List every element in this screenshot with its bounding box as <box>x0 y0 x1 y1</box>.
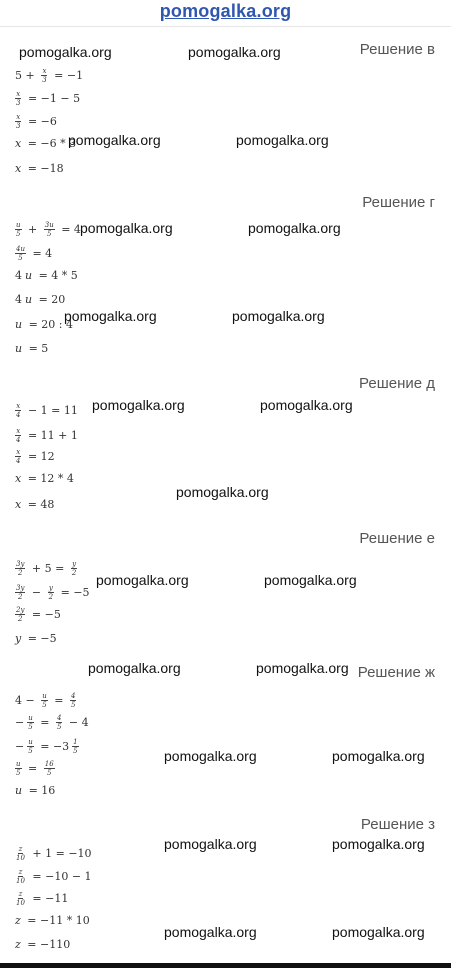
fraction <box>71 560 77 577</box>
equation-line <box>15 472 74 485</box>
expression-text: − <box>15 716 25 729</box>
watermark-text: pomogalka.org <box>260 397 353 413</box>
section-title: Решение г <box>362 194 435 211</box>
expression-text: = 16 <box>25 784 56 797</box>
equation-line <box>15 738 79 755</box>
fraction <box>15 760 22 777</box>
fraction <box>15 868 26 885</box>
expression-text: = 4 <box>28 247 53 260</box>
section-title: Решение з <box>360 816 435 833</box>
denominator: 5 <box>70 701 76 709</box>
equation-line <box>15 938 70 951</box>
expression-text: − <box>28 586 45 599</box>
watermark-text: pomogalka.org <box>264 572 357 588</box>
denominator: 10 <box>16 854 25 862</box>
equation-line <box>15 137 76 150</box>
numerator: y <box>72 560 77 568</box>
equation-line <box>15 498 54 511</box>
expression-text: = −110 <box>23 938 71 951</box>
numerator: x <box>16 90 21 98</box>
section-title: Решение д <box>359 375 435 392</box>
variable: y <box>15 632 22 645</box>
expression-text: + 1 = −10 <box>28 847 92 860</box>
numerator: x <box>16 113 21 121</box>
watermark-text: pomogalka.org <box>248 220 341 236</box>
denominator: 2 <box>17 593 23 601</box>
numerator: u <box>16 760 21 768</box>
expression-text: = −1 − 5 <box>24 92 81 105</box>
denominator: 5 <box>46 769 52 777</box>
denominator: 10 <box>16 877 25 885</box>
denominator: 2 <box>17 569 23 577</box>
equation-line <box>15 845 92 862</box>
fraction <box>15 890 26 907</box>
equation-line <box>15 560 77 577</box>
variable: u <box>25 269 33 282</box>
denominator: 3 <box>16 99 21 107</box>
numerator: z <box>18 845 23 853</box>
equation-line <box>15 448 55 465</box>
numerator: x <box>16 427 21 435</box>
equation-line <box>15 606 61 623</box>
watermark-text: pomogalka.org <box>188 44 281 60</box>
expression-text: = 20 : 4 <box>25 318 73 331</box>
expression-text: = <box>50 694 67 707</box>
expression-text: 5 + <box>15 69 39 82</box>
expression-text: = −18 <box>24 162 64 175</box>
numerator: u <box>28 738 33 746</box>
watermark-text: pomogalka.org <box>232 308 325 324</box>
denominator: 5 <box>42 701 47 709</box>
expression-text: = 12 <box>24 450 55 463</box>
numerator: 4 <box>70 692 76 700</box>
site-header <box>0 0 451 27</box>
variable: u <box>15 318 23 331</box>
equation-line <box>15 714 89 731</box>
expression-text: = <box>24 762 41 775</box>
numerator: u <box>16 221 21 229</box>
equation-line <box>15 784 55 797</box>
expression-text: 4 <box>15 293 22 306</box>
expression-text: = 11 + 1 <box>24 429 78 442</box>
fraction <box>70 692 76 709</box>
variable: x <box>15 498 22 511</box>
fraction <box>27 714 34 731</box>
denominator: 2 <box>48 593 54 601</box>
expression-text: = −5 <box>24 632 57 645</box>
expression-text: = 4 <box>57 223 81 236</box>
watermark-text: pomogalka.org <box>332 748 425 764</box>
variable: z <box>15 938 21 951</box>
watermark-text: pomogalka.org <box>68 132 161 148</box>
equation-line <box>15 760 55 777</box>
denominator: 5 <box>56 723 62 731</box>
variable: x <box>15 137 22 150</box>
site-logo-link[interactable]: pomogalka.org <box>159 1 292 21</box>
equation-line <box>15 632 57 645</box>
section-title: Решение е <box>359 530 435 547</box>
expression-text: = 48 <box>24 498 55 511</box>
numerator: x <box>16 402 21 410</box>
numerator: 4 <box>56 714 62 722</box>
numerator: z <box>18 868 23 876</box>
fraction <box>44 221 55 238</box>
expression-text: = −3 <box>36 740 70 753</box>
equation-line <box>15 90 80 107</box>
numerator: u <box>42 692 47 700</box>
expression-text: = −6 <box>24 115 57 128</box>
watermark-text: pomogalka.org <box>88 660 181 676</box>
expression-text: − 1 = 11 <box>24 404 78 417</box>
watermark-text: pomogalka.org <box>164 836 257 852</box>
fraction <box>15 560 25 577</box>
expression-text: = 5 <box>25 342 49 355</box>
numerator: 2y <box>16 606 25 614</box>
variable: x <box>15 162 22 175</box>
expression-text: = 12 * 4 <box>24 472 74 485</box>
watermark-text: pomogalka.org <box>80 220 173 236</box>
equation-line <box>15 584 90 601</box>
equation-line <box>15 245 52 262</box>
equation-line <box>15 868 92 885</box>
section-title: Решение ж <box>357 664 435 681</box>
denominator: 3 <box>42 76 47 84</box>
fraction <box>27 738 34 755</box>
equation-line <box>15 113 57 130</box>
watermark-text: pomogalka.org <box>164 924 257 940</box>
expression-text: = −11 * 10 <box>23 914 90 927</box>
expression-text: = −10 − 1 <box>28 870 92 883</box>
numerator: x <box>16 448 21 456</box>
equation-line <box>15 162 64 175</box>
fraction <box>15 427 21 444</box>
denominator: 4 <box>16 411 21 419</box>
fraction <box>15 245 26 262</box>
fraction <box>15 402 21 419</box>
denominator: 5 <box>16 230 21 238</box>
fraction <box>48 584 54 601</box>
fraction <box>15 845 26 862</box>
expression-text: = <box>36 716 53 729</box>
numerator: 4u <box>16 245 25 253</box>
watermark-text: pomogalka.org <box>176 484 269 500</box>
denominator: 5 <box>73 747 78 755</box>
fraction <box>44 760 55 777</box>
watermark-text: pomogalka.org <box>64 308 157 324</box>
fraction <box>72 738 78 755</box>
watermark-text: pomogalka.org <box>19 44 112 60</box>
variable: z <box>15 914 21 927</box>
fraction <box>15 606 25 623</box>
equation-line <box>15 269 78 282</box>
equation-line <box>15 914 90 927</box>
expression-text: = −1 <box>50 69 84 82</box>
watermark-text: pomogalka.org <box>256 660 349 676</box>
numerator: u <box>28 714 33 722</box>
denominator: 4 <box>16 457 21 465</box>
section-title: Решение в <box>359 41 435 58</box>
bottom-bar <box>0 963 451 968</box>
expression-text: = −5 <box>28 608 61 621</box>
expression-text: = −6 * 3 <box>24 137 77 150</box>
fraction <box>15 90 21 107</box>
expression-text: 4 − <box>15 694 39 707</box>
numerator: x <box>42 67 47 75</box>
fraction <box>15 448 21 465</box>
expression-text: + 5 = <box>28 562 68 575</box>
watermark-text: pomogalka.org <box>92 397 185 413</box>
expression-text: + <box>24 223 41 236</box>
expression-text: = −5 <box>57 586 90 599</box>
equation-line <box>15 890 68 907</box>
numerator: y <box>48 584 53 592</box>
numerator: 16 <box>44 760 54 768</box>
variable: u <box>25 293 33 306</box>
variable: u <box>15 342 23 355</box>
watermark-text: pomogalka.org <box>96 572 189 588</box>
fraction <box>15 584 25 601</box>
expression-text: = −11 <box>28 892 69 905</box>
denominator: 10 <box>16 899 25 907</box>
expression-text: − <box>15 740 25 753</box>
expression-text: = 20 <box>35 293 66 306</box>
fraction <box>15 113 21 130</box>
equation-line <box>15 692 76 709</box>
denominator: 2 <box>71 569 77 577</box>
equation-line <box>15 402 78 419</box>
numerator: 1 <box>73 738 78 746</box>
fraction <box>56 714 62 731</box>
equation-line <box>15 67 83 84</box>
expression-text: − 4 <box>65 716 89 729</box>
numerator: 3y <box>16 584 25 592</box>
watermark-text: pomogalka.org <box>236 132 329 148</box>
variable: x <box>15 472 22 485</box>
denominator: 5 <box>28 723 33 731</box>
denominator: 3 <box>16 122 21 130</box>
equation-line <box>15 293 65 306</box>
expression-text: = 4 * 5 <box>35 269 78 282</box>
watermark-text: pomogalka.org <box>164 748 257 764</box>
fraction <box>41 67 47 84</box>
denominator: 2 <box>17 615 23 623</box>
denominator: 5 <box>16 769 21 777</box>
watermark-text: pomogalka.org <box>332 836 425 852</box>
numerator: 3u <box>44 221 54 229</box>
denominator: 5 <box>46 230 52 238</box>
denominator: 5 <box>18 254 23 262</box>
variable: u <box>15 784 23 797</box>
watermark-text: pomogalka.org <box>332 924 425 940</box>
equation-line <box>15 342 48 355</box>
expression-text: 4 <box>15 269 22 282</box>
equation-line <box>15 427 78 444</box>
fraction <box>15 221 22 238</box>
fraction <box>41 692 48 709</box>
denominator: 4 <box>16 436 21 444</box>
numerator: 3y <box>16 560 25 568</box>
equation-line <box>15 221 81 238</box>
numerator: z <box>18 890 23 898</box>
denominator: 5 <box>28 747 33 755</box>
